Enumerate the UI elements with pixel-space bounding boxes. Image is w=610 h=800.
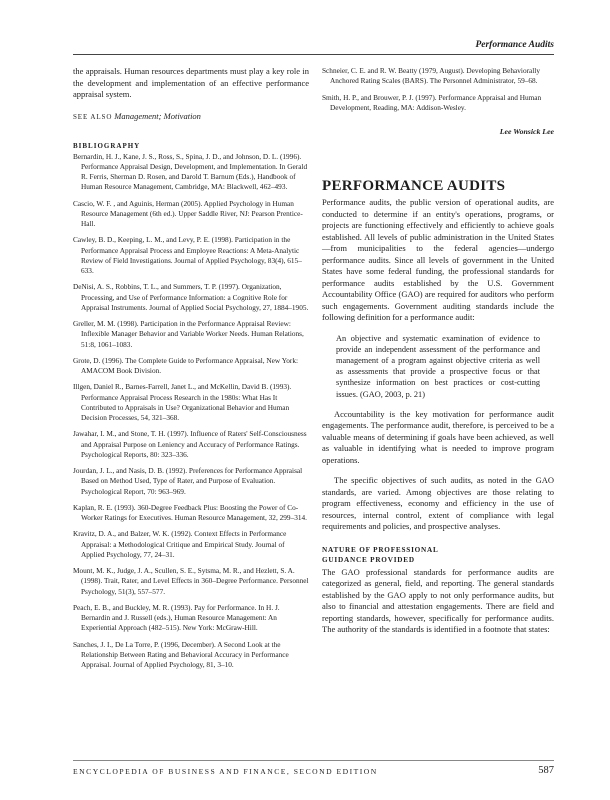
reference-item: Kaplan, R. E. (1993). 360-Degree Feedback Plus: Boosting the Power of Co-Worker Ratings for Executives. Human Resource Management, 32, 299–314. bbox=[73, 502, 307, 522]
article-title: PERFORMANCE AUDITS bbox=[322, 178, 506, 194]
see-also bbox=[73, 111, 309, 123]
reference-item: Cascio, W. F. , and Aguinis, Herman (2005). Applied Psychology in Human Resource Management (6th ed.). Upper Saddle River, NJ: Pearson Prentice-Hall. bbox=[73, 198, 303, 228]
block-quote: An objective and systematic examination of evidence to provide an independent assessment of the performance and management of a program against objective criteria as well as assessments that provide a prospective focus or that synthesize information on best practices or cost-cutting issues. (GAO, 2003, p. 21) bbox=[336, 333, 540, 399]
reference-item: Kravitz, D. A., and Balzer, W. K. (1992). Context Effects in Performance Appraisal: a Methodological Critique and Empirical Study. Journal of Applied Psychology, 77, 24–31. bbox=[73, 529, 287, 559]
reference-item: DeNisi, A. S., Robbins, T. L., and Summers, T. P. (1997). Organization, Processing, and Use of Performance Information: a Cognitive Role for Appraisal Instruments. Journal of Applied Social Psychology, 27, 1884–1905. bbox=[73, 282, 309, 312]
reference-item: Sanches, J. I., De La Torre, P. (1996, December). A Second Look at the Relationship Between Rating and Behavioral Accuracy in Performance Appraisal. Journal of Applied Psychology, 81, 3–10. bbox=[73, 639, 289, 669]
reference-item: Peach, E. B., and Buckley, M. R. (1993). Pay for Performance. In H. J. Bernardin and J. Russell (eds.), Human Resource Management: An Experiential Approach (482–515). New York: McGraw-Hill. bbox=[73, 602, 280, 633]
reference-item: Cawley, B. D., Keeping, L. M., and Levy, P. E. (1998). Participation in the Performance Appraisal Process and Employee Reactions: A Meta-Analytic Review of Field Investigations. Journal of Applied Psychology, 83(4), 615–633. bbox=[73, 235, 302, 275]
body-paragraph: Accountability is the key motivation for performance audit engagements. The performance audit, therefore, is perceived to be a valuable means of determining if goals have been achieved, as well as valuable in identifying what is needed to improve program operations. bbox=[322, 408, 554, 465]
reference-item: Mount, M. K., Judge, J. A., Scullen, S. E., Sytsma, M. R., and Hezlett, S. A. (1998). Trait, Rater, and Level Effects in 360–Degree Performance. Personnel Psychology, 51(3), 557–577. bbox=[73, 566, 309, 596]
intro-paragraph: Performance audits, the public version of operational audits, are conducted to determine if an entity's operations, programs, or projects are functioning effectively and efficiently to achieve goals established. All levels of public administration in the United States—from municipalities to the federal agencies—undergo performance audits. Since all levels of government in the United States have some federal funding, the professional standards for performance audits established by the U.S. Government Accountability Office (GAO) are required for auditors who perform such engagements. Government auditing standards include the following definition for a performance audit: bbox=[322, 197, 554, 322]
bibliography-heading: BIBLIOGRAPHY bbox=[73, 141, 141, 150]
see-also-items: Management; Motivation bbox=[114, 110, 201, 121]
reference-item: Grote, D. (1996). The Complete Guide to Performance Appraisal, New York: AMACOM Book Division. bbox=[73, 355, 299, 375]
reference-item: Jawahar, I. M., and Stone, T. H. (1997). Influence of Raters' Self-Consciousness and Appraisal Purpose on Leniency and Accuracy of Performance Ratings. Psychological Reports, 80: 323–336. bbox=[73, 429, 307, 459]
section-heading bbox=[322, 545, 554, 566]
body-paragraph: The GAO professional standards for performance audits are categorized as general, field, and reporting. The general standards established by the GAO apply to not only performance audits, but also to financial and attestation engagements. There are field and reporting standards, however, specifically for performance audits. The authority of the standards is identified in a footnote that states: bbox=[322, 566, 554, 635]
body-paragraph: The specific objectives of such audits, as noted in the GAO standards, are varied. Among objectives are those relating to program effectiveness, economy and efficiency in the use of resources, internal control, extent of compliance with legal requirements and policies, and prospective analyses. bbox=[322, 475, 554, 532]
section-heading-line: GUIDANCE PROVIDED bbox=[322, 556, 415, 565]
article-author: Lee Wonsick Lee bbox=[499, 127, 554, 136]
reference-item: Schneier, C. E. and R. W. Beatty (1979, August). Developing Behaviorally Anchored Rating Scales (BARS). The Personnel Administrator, 59–68. bbox=[322, 66, 540, 86]
running-head: Performance Audits bbox=[475, 40, 554, 50]
footer-rule bbox=[73, 760, 554, 761]
reference-item: Illgen, Daniel R., Barnes-Farrell, Janet L., and McKellin, David B. (1993). Performance Appraisal Process Research in the 1980s: What Has It Contributed to Appraisals in Use? Organizational Behavior and Human Decision Processes, 54, 321–368. bbox=[73, 382, 292, 422]
section-heading-line: NATURE OF PROFESSIONAL bbox=[322, 545, 439, 554]
header-rule bbox=[73, 54, 554, 55]
page-number: 587 bbox=[538, 765, 554, 776]
footer-title: ENCYCLOPEDIA OF BUSINESS AND FINANCE, SECOND EDITION bbox=[73, 767, 378, 776]
reference-item: Smith, H. P., and Brouwer, P. J. (1997). Performance Appraisal and Human Development, Reading, MA: Addison-Wesley. bbox=[322, 92, 542, 112]
reference-item: Bernardin, H. J., Kane, J. S., Ross, S., Spina, J. D., and Johnson, D. L. (1996). Performance Appraisal Design, Development, and Implementation. In Gerald R. Ferris, Sherman D. Rosen, and Darold T. Barnum (Eds.), Handbook of Human Resource Management, Cambridge, MA: Blackwell, 462–493. bbox=[73, 151, 308, 192]
reference-item: Jourdan, J. L., and Nasis, D. B. (1992). Preferences for Performance Appraisal Based on Method Used, Type of Rater, and Purpose of Evaluation. Psychological Report, 70: 963–969. bbox=[73, 466, 303, 496]
continuation-paragraph: the appraisals. Human resources departments must play a key role in the development and implementation of an effective performance appraisal system. bbox=[73, 66, 309, 99]
see-also-label: SEE ALSO bbox=[73, 112, 113, 121]
right-column bbox=[322, 66, 554, 645]
bibliography-list bbox=[73, 152, 309, 671]
reference-item: Greller, M. M. (1998). Participation in the Performance Appraisal Review: Inflexible Manager Behavior and Variable Worker Needs. Human Relations, 51:8, 1061–1083. bbox=[73, 319, 304, 349]
left-column bbox=[73, 66, 309, 676]
